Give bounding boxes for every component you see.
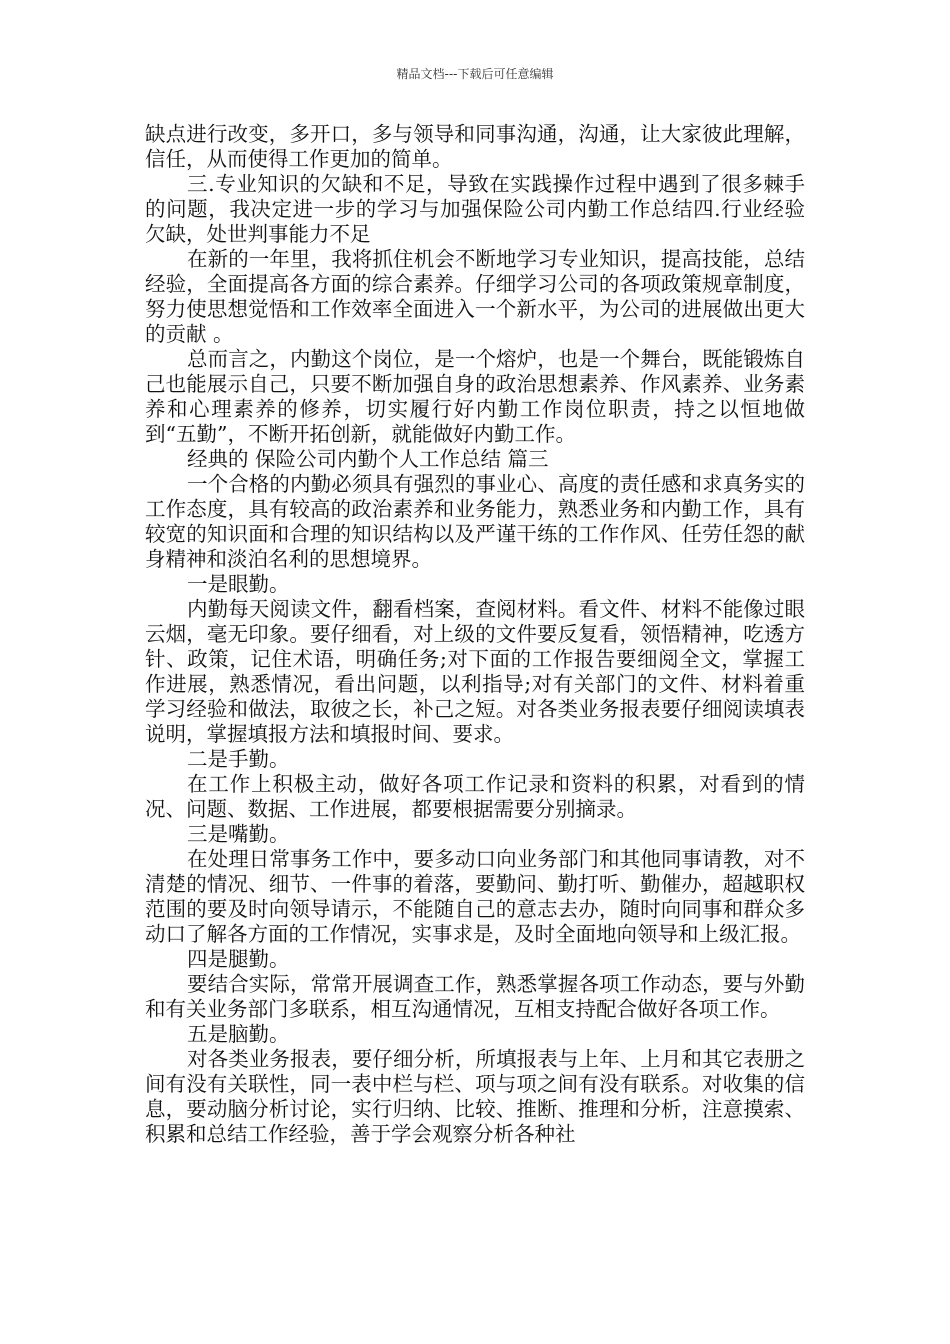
paragraph: 一是眼勤。 <box>187 572 290 596</box>
paragraph: 五是脑勤。 <box>187 1022 290 1046</box>
paragraph: 缺点进行改变，多开口，多与领导和同事沟通，沟通，让大家彼此理解，信任，从而使得工作更加的简单。 <box>145 122 805 171</box>
page-header: 精品文档---下载后可任意编辑 <box>396 67 554 81</box>
paragraph: 在工作上积极主动，做好各项工作记录和资料的积累，对看到的情况、问题、数据、工作进展，都要根据需要分别摘录。 <box>145 772 805 821</box>
paragraph: 在处理日常事务工作中，要多动口向业务部门和其他同事请教，对不清楚的情况、细节、一件事的着落，要勤问、勤打听、勤催办，超越职权范围的要及时向领导请示，不能随自己的意志去办，随时向同事和群众多动口了解各方面的工作情况，实事求是，及时全面地向领导和上级汇报。 <box>145 847 805 946</box>
paragraph: 经典的 保险公司内勤个人工作总结 篇三 <box>187 447 549 471</box>
paragraph: 总而言之，内勤这个岗位，是一个熔炉，也是一个舞台，既能锻炼自己也能展示自己，只要不断加强自身的政治思想素养、作风素养、业务素养和心理素养的修养，切实履行好内勤工作岗位职责，持之以恒地做到“五勤”，不断开拓创新，就能做好内勤工作。 <box>145 347 805 446</box>
paragraph: 二是手勤。 <box>187 747 290 771</box>
document-body <box>145 122 805 1147</box>
paragraph: 在新的一年里，我将抓住机会不断地学习专业知识，提高技能，总结经验，全面提高各方面的综合素养。仔细学习公司的各项政策规章制度，努力使思想觉悟和工作效率全面进入一个新水平，为公司的进展做出更大的贡献 。 <box>145 247 805 346</box>
paragraph: 三.专业知识的欠缺和不足，导致在实践操作过程中遇到了很多棘手的问题，我决定进一步的学习与加强保险公司内勤工作总结四.行业经验欠缺，处世判事能力不足 <box>145 172 805 246</box>
paragraph: 一个合格的内勤必须具有强烈的事业心、高度的责任感和求真务实的工作态度，具有较高的政治素养和业务能力，熟悉业务和内勤工作，具有较宽的知识面和合理的知识结构以及严谨干练的工作作风、任劳任怨的献身精神和淡泊名利的思想境界。 <box>145 472 805 571</box>
paragraph: 内勤每天阅读文件，翻看档案，查阅材料。看文件、材料不能像过眼云烟，毫无印象。要仔细看，对上级的文件要反复看，领悟精神，吃透方针、政策，记住术语，明确任务;对下面的工作报告要细阅全文，掌握工作进展，熟悉情况，看出问题，以利指导;对有关部门的文件、材料着重学习经验和做法，取彼之长，补己之短。对各类业务报表要仔细阅读填表说明，掌握填报方法和填报时间、要求。 <box>145 597 805 746</box>
paragraph: 三是嘴勤。 <box>187 822 290 846</box>
paragraph: 要结合实际，常常开展调查工作，熟悉掌握各项工作动态，要与外勤和有关业务部门多联系，相互沟通情况，互相支持配合做好各项工作。 <box>145 972 805 1021</box>
paragraph: 对各类业务报表，要仔细分析，所填报表与上年、上月和其它表册之间有没有关联性，同一表中栏与栏、项与项之间有没有联系。对收集的信息，要动脑分析讨论，实行归纳、比较、推断、推理和分析，注意摸索、积累和总结工作经验，善于学会观察分析各种社 <box>145 1047 805 1146</box>
paragraph: 四是腿勤。 <box>187 947 290 971</box>
